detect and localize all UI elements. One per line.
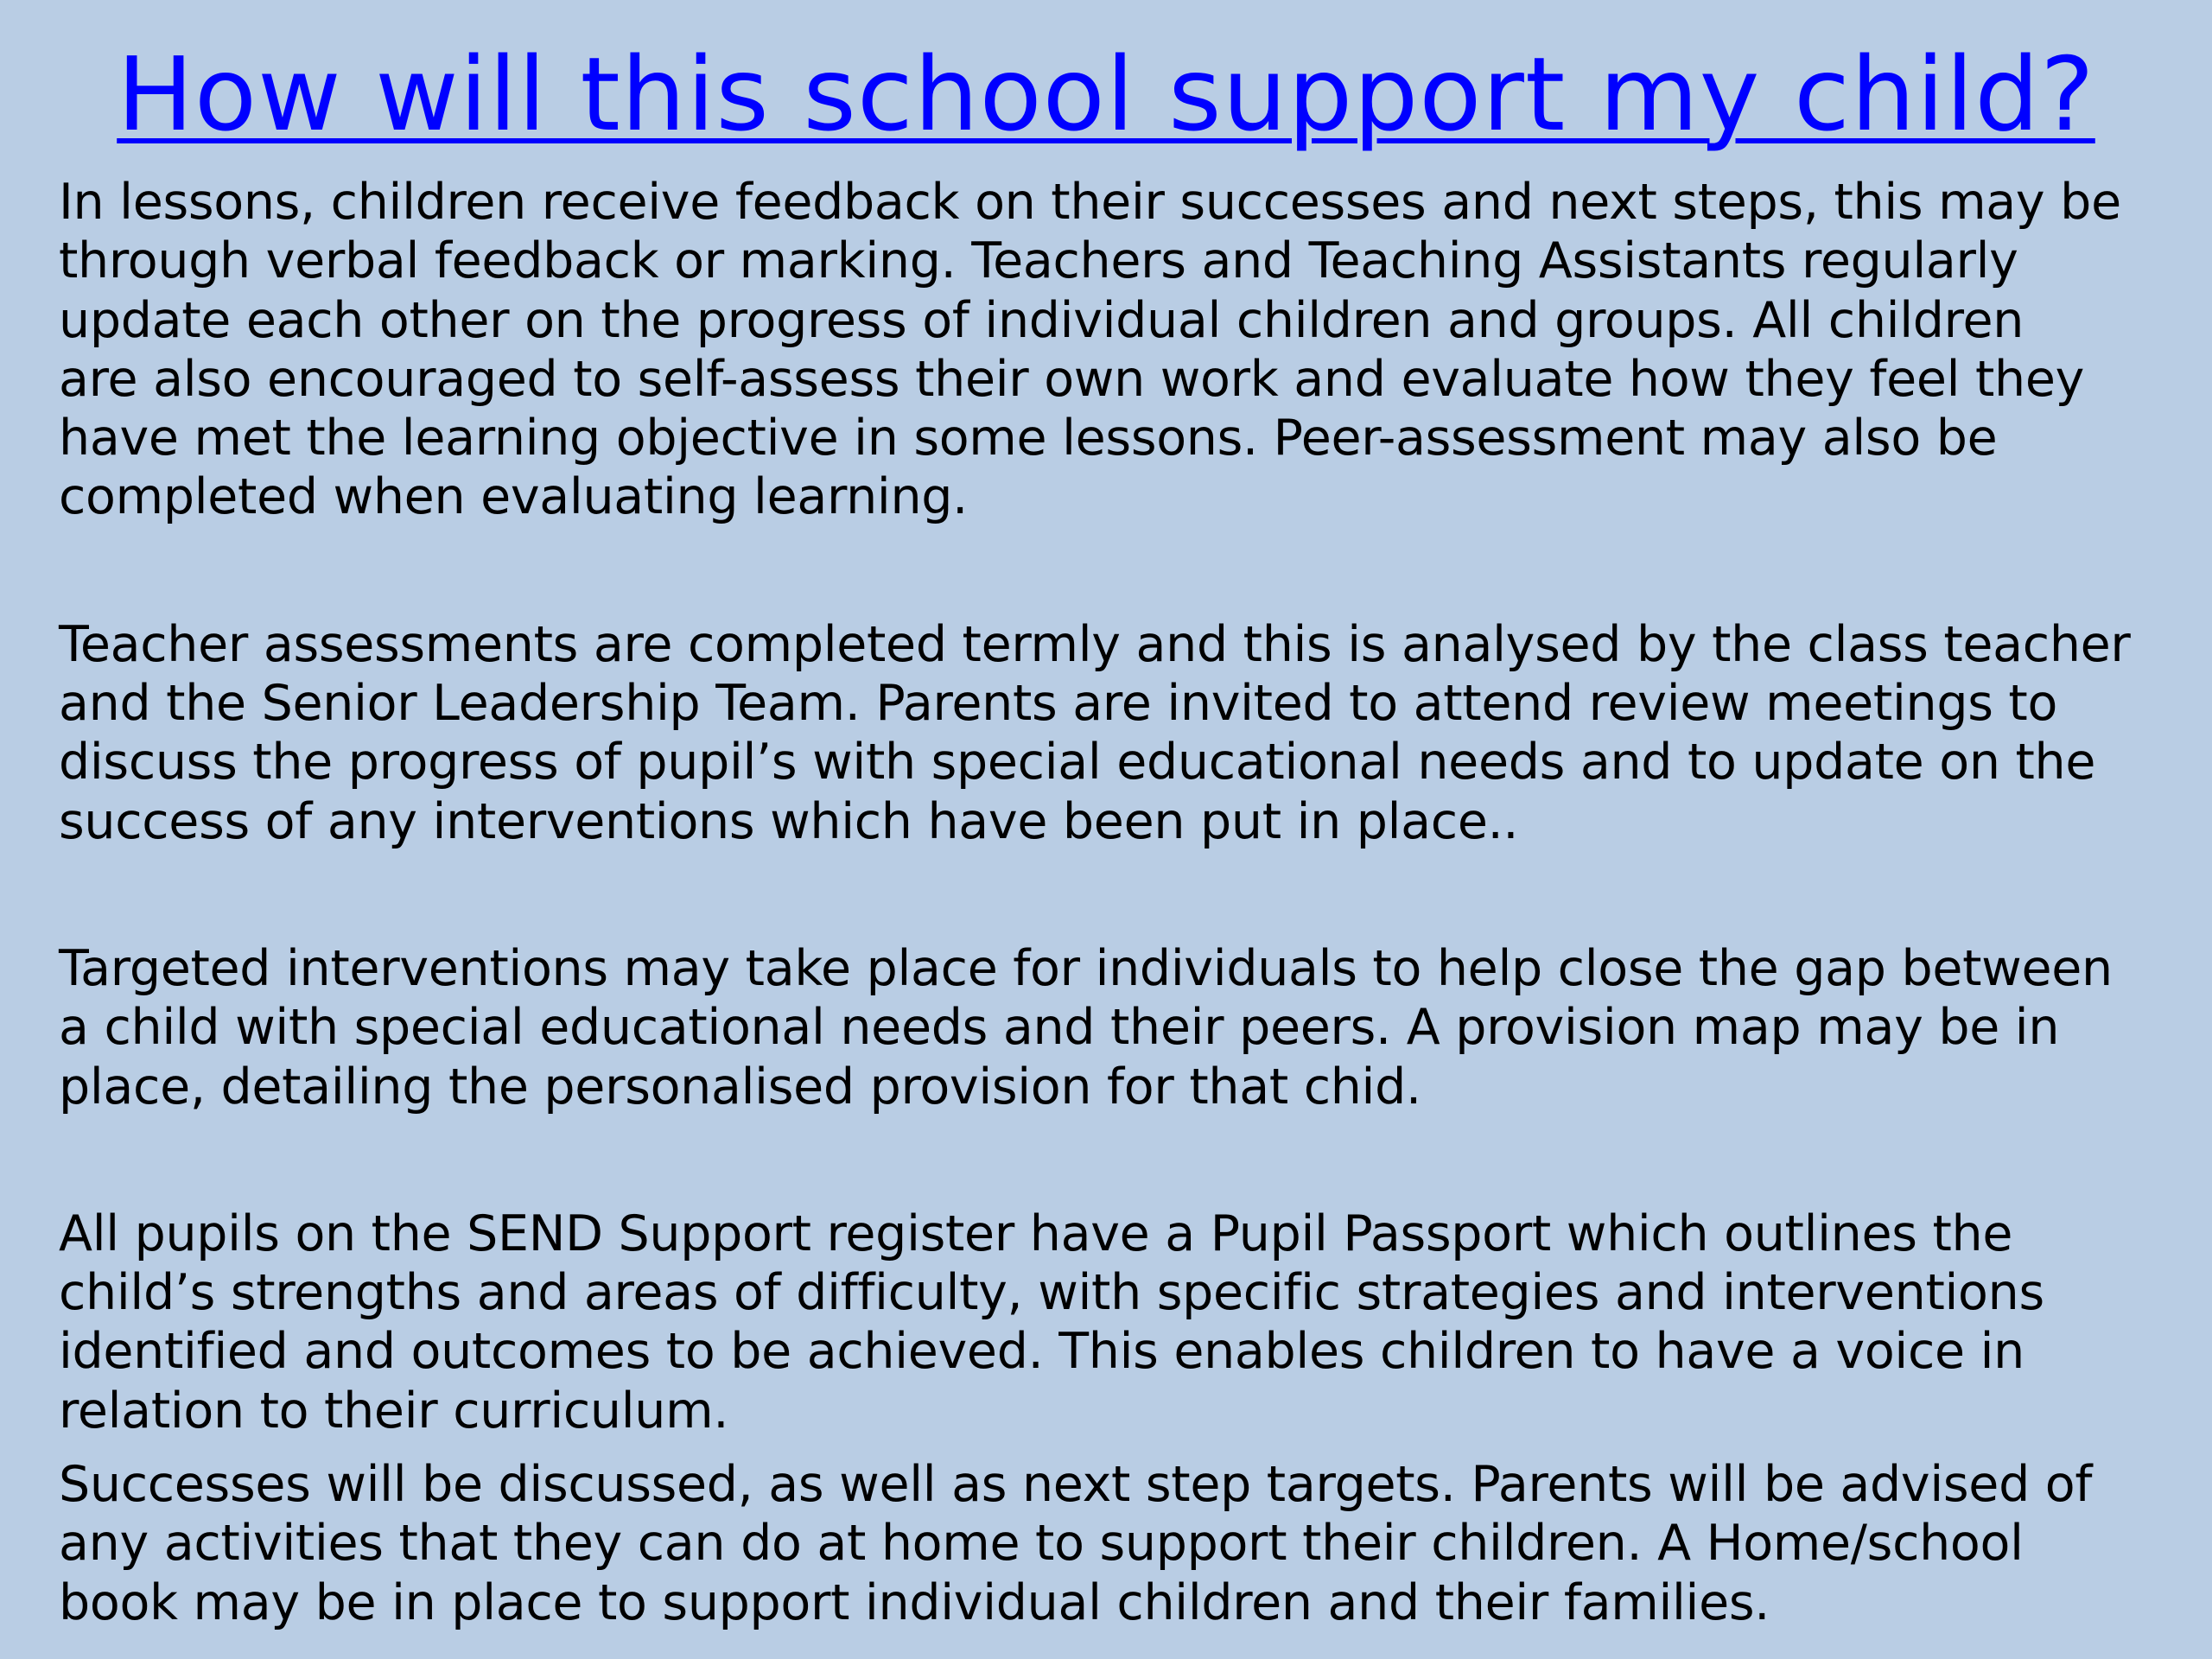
paragraph-pupil-passport: All pupils on the SEND Support register have a Pupil Passport which outlines the child’s strengths and areas of difficulty, with specific strategies and interventions identified and outcomes to be achieved. This enables children to have a voice in relation to their curriculum. [59,1205,2044,1440]
paragraph-successes: Successes will be discussed, as well as next step targets. Parents will be advised of any activities that they can do at home to support their children. A Home/school book may be in place to support individual children and their families. [59,1456,2093,1631]
slide-body [59,173,2150,1632]
slide-title-link[interactable]: How will this school support my child? [117,35,2095,154]
paragraph-targeted-interventions: Targeted interventions may take place for individuals to help close the gap between a child with special educational needs and their peers. A provision map may be in place, detailing the personalised provision for that chid. [59,939,2113,1116]
paragraph-feedback: In lessons, children receive feedback on their successes and next steps, this may be through verbal feedback or marking. Teachers and Teaching Assistants regularly update each other on the progress of individual children and groups. All children are also encouraged to self-assess their own work and evaluate how they feel they have met the learning objective in some lessons. Peer-assessment may also be completed when evaluating learning. [59,174,2121,526]
paragraph-teacher-assessments: Teacher assessments are completed termly and this is analysed by the class teacher and the Senior Leadership Team. Parents are invited to attend review meetings to discuss the progress of pupil’s with special educational needs and to update on the success of any interventions which have been put in place.. [59,615,2131,850]
